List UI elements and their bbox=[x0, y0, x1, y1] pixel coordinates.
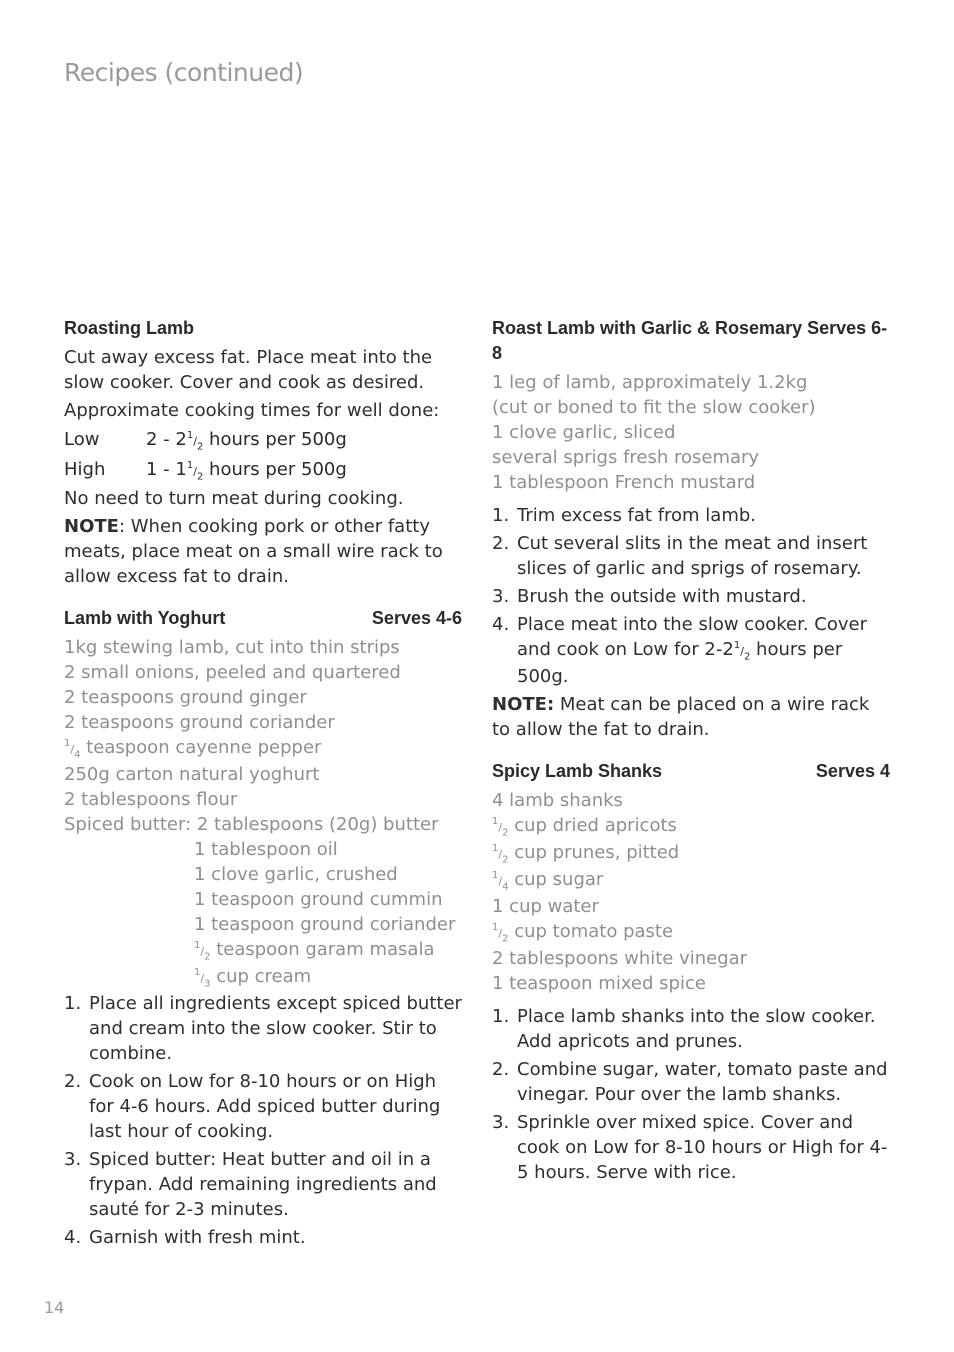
ingredient-item: several sprigs fresh rosemary bbox=[492, 447, 760, 468]
frac-num: 1 bbox=[733, 640, 741, 651]
frac-den: 2 bbox=[204, 951, 211, 963]
step-number: 2. bbox=[64, 1071, 82, 1092]
method-step bbox=[492, 612, 890, 689]
frac-den: 2 bbox=[502, 827, 509, 839]
method-step bbox=[492, 531, 890, 581]
ingredient-item: 1 leg of lamb, approximately 1.2kg bbox=[492, 372, 808, 393]
roasting-lamb-intro: Cut away excess fat. Place meat into the slow cooker. Cover and cook as desired. bbox=[64, 347, 433, 393]
ingredient-text: cup sugar bbox=[514, 869, 604, 890]
ingredient-item: $^1/_4$ teaspoon cayenne pepper bbox=[64, 737, 322, 761]
method-step bbox=[492, 1004, 890, 1054]
method-step bbox=[64, 1225, 462, 1250]
time-value: $2 - 2^1/_2$ hours per 500g bbox=[146, 429, 347, 453]
ingredient-item: 1 teaspoon mixed spice bbox=[492, 973, 706, 994]
ingredient-item: 2 tablespoons white vinegar bbox=[492, 948, 748, 969]
method-step bbox=[492, 1110, 890, 1185]
ingredient-item: $^1/_2$ cup tomato paste bbox=[492, 921, 674, 945]
step-text: Place lamb shanks into the slow cooker. Add apricots and prunes. bbox=[517, 1006, 876, 1052]
step-number: 3. bbox=[64, 1149, 82, 1170]
spicy-shanks-heading bbox=[492, 759, 890, 784]
step-text: Garnish with fresh mint. bbox=[89, 1227, 306, 1248]
ingredient-item: 1 clove garlic, sliced bbox=[492, 422, 676, 443]
ingredient-item: 1 cup water bbox=[492, 896, 599, 917]
frac-num: 1 bbox=[194, 967, 201, 978]
ingredient-text: cup dried apricots bbox=[514, 815, 677, 836]
step-number: 4. bbox=[492, 614, 510, 635]
method-step bbox=[64, 991, 462, 1066]
ingredient-item: $^1/_2$ cup dried apricots bbox=[492, 815, 677, 839]
frac-den: 2 bbox=[502, 854, 509, 866]
step-text: Cut several slits in the meat and insert slices of garlic and sprigs of rosemary. bbox=[517, 533, 868, 579]
ingredient-text: teaspoon cayenne pepper bbox=[86, 737, 322, 758]
spiced-butter-item: 1 teaspoon ground cummin bbox=[194, 889, 443, 910]
method-step bbox=[64, 1147, 462, 1222]
spiced-butter-item: 1 teaspoon ground coriander bbox=[194, 914, 456, 935]
method-step bbox=[492, 1057, 890, 1107]
frac-num: 1 bbox=[186, 430, 194, 441]
step-text: Combine sugar, water, tomato paste and vinegar. Pour over the lamb shanks. bbox=[517, 1059, 888, 1105]
roasting-lamb-approx: Approximate cooking times for well done: bbox=[64, 400, 440, 421]
right-column bbox=[492, 316, 890, 1188]
ingredient-text: cup cream bbox=[216, 966, 312, 987]
ingredient-item: 1 tablespoon French mustard bbox=[492, 472, 756, 493]
note-text: Meat can be placed on a wire rack to allow the fat to drain. bbox=[492, 694, 870, 740]
spicy-shanks-serves: Serves 4 bbox=[815, 761, 890, 781]
frac-den: 2 bbox=[196, 471, 204, 483]
ingredient-item: $^1/_2$ cup prunes, pitted bbox=[492, 842, 680, 866]
time-rest: hours per 500g bbox=[209, 459, 347, 480]
time-whole: 2 - 2 bbox=[146, 429, 187, 450]
time-whole: 1 - 1 bbox=[146, 459, 187, 480]
step-number: 3. bbox=[492, 1112, 510, 1133]
frac-den: 4 bbox=[502, 881, 509, 893]
step-number: 1. bbox=[492, 1006, 510, 1027]
step-text: Spiced butter: Heat butter and oil in a frypan. Add remaining ingredients and sauté for 2-3 minutes. bbox=[89, 1149, 437, 1220]
time-rest: hours per 500g bbox=[203, 429, 347, 450]
roast-garlic-title: Roast Lamb with Garlic & Rosemary Serves 6-8 bbox=[492, 318, 888, 363]
frac-den: 3 bbox=[204, 978, 211, 990]
roasting-lamb-heading bbox=[64, 316, 462, 341]
spiced-butter-item: 1 tablespoon oil bbox=[194, 839, 338, 860]
lamb-yoghurt-title: Lamb with Yoghurt bbox=[64, 608, 226, 628]
step-text-a: Place meat into the slow cooker. Cover and cook on Low for 2-2 bbox=[517, 614, 867, 660]
lamb-yoghurt-serves: Serves 4-6 bbox=[371, 608, 462, 628]
roast-garlic-heading bbox=[492, 316, 890, 366]
spiced-butter-item: $^1/_2$ teaspoon garam masala bbox=[194, 939, 435, 963]
spicy-shanks-title: Spicy Lamb Shanks bbox=[492, 761, 663, 781]
frac-num: 1 bbox=[492, 870, 499, 881]
note-label: NOTE bbox=[64, 516, 119, 537]
roast-garlic-note bbox=[492, 692, 890, 742]
time-value: $1 - 1^1/_2$ hours per 500g bbox=[146, 459, 347, 483]
ingredient-item: $^1/_4$ cup sugar bbox=[492, 869, 604, 893]
method-step bbox=[64, 1069, 462, 1144]
step-number: 3. bbox=[492, 586, 510, 607]
frac-num: 1 bbox=[194, 940, 201, 951]
ingredient-text: cup prunes, pitted bbox=[514, 842, 680, 863]
step-text: Trim excess fat from lamb. bbox=[517, 505, 757, 526]
ingredient-item: 250g carton natural yoghurt bbox=[64, 764, 320, 785]
time-label: High bbox=[64, 459, 106, 480]
step-number: 2. bbox=[492, 533, 510, 554]
ingredient-item: Spiced butter: 2 tablespoons (20g) butter bbox=[64, 814, 439, 835]
step-text: Sprinkle over mixed spice. Cover and cook on Low for 8-10 hours or High for 4-5 hours. Serve with rice. bbox=[517, 1112, 888, 1183]
step-text: Brush the outside with mustard. bbox=[517, 586, 807, 607]
spiced-butter-item: $^1/_3$ cup cream bbox=[194, 966, 312, 990]
lamb-yoghurt-heading bbox=[64, 606, 462, 631]
ingredient-item: 1kg stewing lamb, cut into thin strips bbox=[64, 637, 400, 658]
note-text: : When cooking pork or other fatty meats, place meat on a small wire rack to allow excess fat to drain. bbox=[64, 516, 443, 587]
no-turn-text: No need to turn meat during cooking. bbox=[64, 488, 404, 509]
frac-num: 1 bbox=[64, 738, 71, 749]
left-column bbox=[64, 316, 462, 1253]
ingredient-item: 4 lamb shanks bbox=[492, 790, 623, 811]
method-step bbox=[492, 503, 890, 528]
roasting-lamb-title: Roasting Lamb bbox=[64, 318, 195, 338]
ingredient-item: 2 tablespoons flour bbox=[64, 789, 238, 810]
frac-num: 1 bbox=[186, 460, 194, 471]
page-number: 14 bbox=[44, 1298, 65, 1317]
step-number: 1. bbox=[64, 993, 82, 1014]
ingredient-item: 2 teaspoons ground coriander bbox=[64, 712, 335, 733]
ingredient-text: cup tomato paste bbox=[514, 921, 674, 942]
time-row-high bbox=[64, 456, 462, 486]
frac-den: 4 bbox=[74, 749, 81, 761]
note-label: NOTE: bbox=[492, 694, 555, 715]
step-text: Place meat into the slow cooker. Cover and cook on Low for $2-2^1/_2$ hours per 500g. bbox=[517, 614, 867, 687]
roasting-note bbox=[64, 514, 462, 589]
frac-den: 2 bbox=[196, 441, 204, 453]
frac-den: 2 bbox=[743, 651, 751, 663]
ingredient-item: (cut or boned to fit the slow cooker) bbox=[492, 397, 816, 418]
ingredient-item: 2 small onions, peeled and quartered bbox=[64, 662, 401, 683]
time-label: Low bbox=[64, 429, 100, 450]
time-row-low bbox=[64, 426, 462, 456]
frac-num: 1 bbox=[492, 843, 499, 854]
step-text-b: hours per 500g. bbox=[517, 639, 843, 687]
frac-num: 1 bbox=[492, 922, 499, 933]
step-number: 4. bbox=[64, 1227, 82, 1248]
spiced-butter-item: 1 clove garlic, crushed bbox=[194, 864, 398, 885]
step-text: Place all ingredients except spiced butter and cream into the slow cooker. Stir to combine. bbox=[89, 993, 462, 1064]
ingredient-text: teaspoon garam masala bbox=[216, 939, 435, 960]
frac-num: 1 bbox=[492, 816, 499, 827]
ingredient-item: 2 teaspoons ground ginger bbox=[64, 687, 307, 708]
method-step bbox=[492, 584, 890, 609]
page-title: Recipes (continued) bbox=[64, 58, 304, 87]
step-number: 2. bbox=[492, 1059, 510, 1080]
step-text: Cook on Low for 8-10 hours or on High for 4-6 hours. Add spiced butter during last hour of cooking. bbox=[89, 1071, 441, 1142]
step-number: 1. bbox=[492, 505, 510, 526]
frac-den: 2 bbox=[502, 933, 509, 945]
